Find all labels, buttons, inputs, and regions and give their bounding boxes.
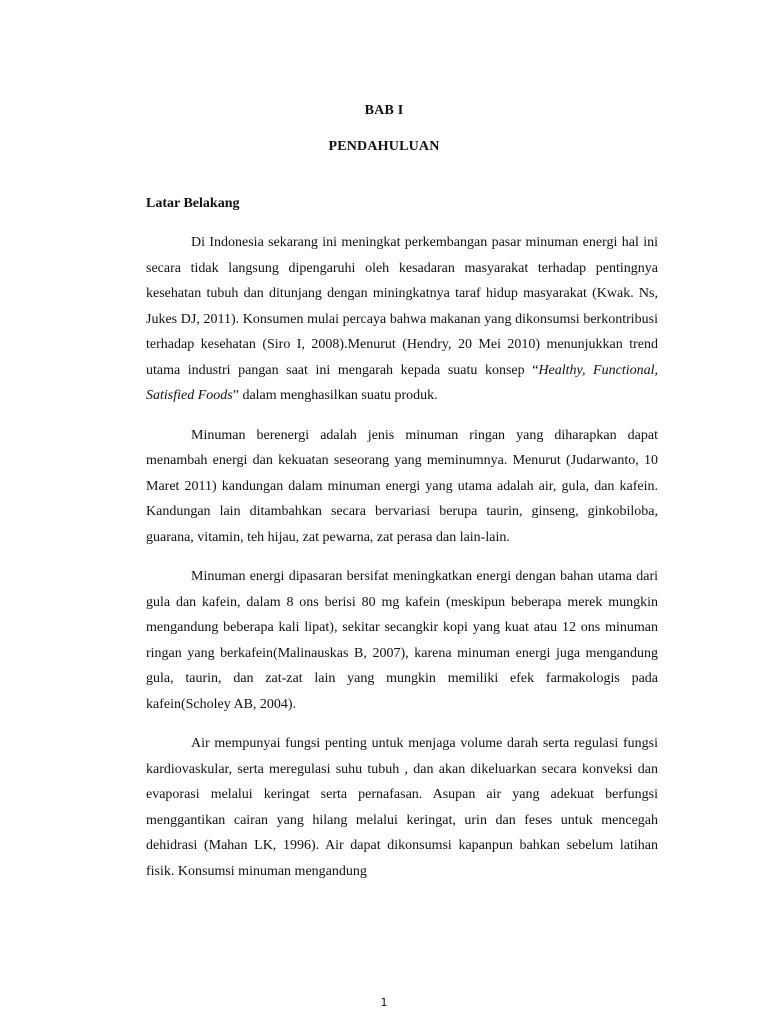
paragraph-1-italic: Healthy, Functional, Satisfied Foods — [146, 362, 658, 403]
chapter-heading: BAB I — [364, 103, 404, 118]
section-heading: Latar Belakang — [146, 196, 240, 211]
body-text — [146, 230, 658, 898]
chapter-title: PENDAHULUAN — [328, 139, 440, 154]
paragraph-1-tail: ” dalam menghasilkan suatu produk. — [232, 388, 438, 403]
paragraph-1 — [146, 230, 658, 409]
paragraph-1-text: Di Indonesia sekarang ini meningkat perkembangan pasar minuman energi hal ini secara tidak langsung dipengaruhi oleh kesadaran masyarakat terhadap pentingnya kesehatan tubuh dan ditunjang dengan miningkatnya taraf hidup masyarakat (Kwak. Ns, Jukes DJ, 2011). Konsumen mulai percaya bahwa makanan yang dikonsumsi berkontribusi terhadap kesehatan (Siro I, 2008).Menurut (Hendry, 20 Mei 2010) menunjukkan trend utama industri pangan saat ini mengarah kepada suatu konsep “ — [146, 235, 658, 378]
page-number: 1 — [380, 996, 388, 1009]
paragraph-2: Minuman berenergi adalah jenis minuman ringan yang diharapkan dapat menambah energi dan kekuatan seseorang yang meminumnya. Menurut (Judarwanto, 10 Maret 2011) kandungan dalam minuman energi yang utama adalah air, gula, dan kafein. Kandungan lain ditambahkan secara bervariasi berupa taurin, ginseng, ginkobiloba, guarana, vitamin, teh hijau, zat pewarna, zat perasa dan lain-lain. — [146, 427, 658, 545]
paragraph-3: Minuman energi dipasaran bersifat meningkatkan energi dengan bahan utama dari gula dan kafein, dalam 8 ons berisi 80 mg kafein (meskipun beberapa merek mungkin mengandung beberapa kali lipat), sekitar secangkir kopi yang kuat atau 12 ons minuman ringan yang berkafein(Malinauskas B, 2007), karena minuman energi juga mengandung gula, taurin, dan zat-zat lain yang mungkin memiliki efek farmakologis pada kafein(Scholey AB, 2004). — [146, 569, 658, 712]
paragraph-4: Air mempunyai fungsi penting untuk menjaga volume darah serta regulasi fungsi kardiovaskular, serta meregulasi suhu tubuh , dan akan dikeluarkan secara konveksi dan evaporasi melalui keringat serta pernafasan. Asupan air yang adekuat berfungsi menggantikan cairan yang hilang melalui keringat, urin dan feses untuk mencegah dehidrasi (Mahan LK, 1996). Air dapat dikonsumsi kapanpun bahkan sebelum latihan fisik. Konsumsi minuman mengandung — [146, 736, 658, 879]
